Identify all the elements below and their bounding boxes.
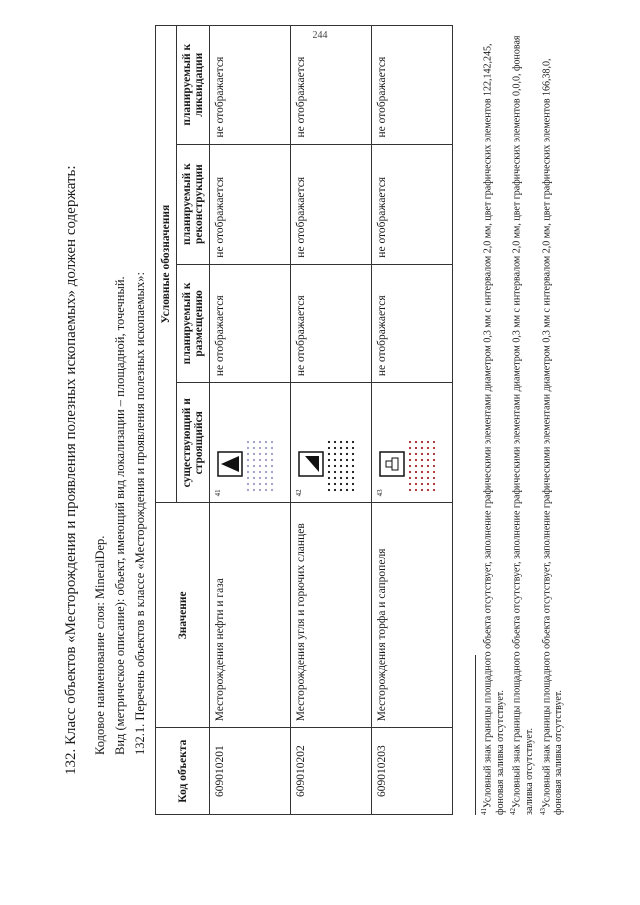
fill-dot bbox=[427, 465, 429, 467]
fill-dot bbox=[259, 459, 261, 461]
fill-dot bbox=[340, 465, 342, 467]
fill-dot bbox=[334, 483, 336, 485]
fill-dot bbox=[271, 447, 273, 449]
fill-dot bbox=[421, 459, 423, 461]
fill-dot bbox=[340, 477, 342, 479]
row-reconstruction: не отображается bbox=[372, 144, 453, 264]
fill-dot bbox=[421, 453, 423, 455]
fill-dot bbox=[271, 465, 273, 467]
fill-dot bbox=[271, 453, 273, 455]
fill-dot bbox=[409, 447, 411, 449]
footnote: $^{42}$Условный знак границы площадного объекта отсутствует, заполнение графическими элементами диаметром 0,3 мм с интервалом 2,0 мм, цвет графических элементов 0,0,0, фоновая заливка отсутствует. bbox=[509, 35, 536, 815]
fill-dot bbox=[433, 489, 435, 491]
fill-dot bbox=[253, 471, 255, 473]
fill-dot bbox=[259, 447, 261, 449]
section-heading: 132. Класс объектов «Месторождения и проявления полезных ископаемых» должен содержать: bbox=[63, 165, 79, 775]
fill-dot bbox=[271, 459, 273, 461]
fill-dot bbox=[427, 447, 429, 449]
fill-dot bbox=[427, 483, 429, 485]
existing-symbol-cell bbox=[372, 383, 453, 503]
fill-dot bbox=[253, 453, 255, 455]
fill-dot bbox=[415, 447, 417, 449]
fill-dot bbox=[247, 465, 249, 467]
row-value: Месторождения угля и горючих сланцев bbox=[291, 503, 372, 728]
fill-dot bbox=[259, 489, 261, 491]
fill-dot bbox=[265, 459, 267, 461]
fill-dot bbox=[340, 447, 342, 449]
fill-dot bbox=[271, 477, 273, 479]
fill-dot bbox=[421, 483, 423, 485]
fill-dot bbox=[427, 471, 429, 473]
fill-dot bbox=[340, 489, 342, 491]
fill-dot bbox=[328, 447, 330, 449]
fill-dot bbox=[415, 489, 417, 491]
header-symbols-group: Условные обозначения bbox=[156, 26, 177, 503]
fill-dot bbox=[352, 483, 354, 485]
fill-dot bbox=[253, 489, 255, 491]
fill-dot bbox=[352, 453, 354, 455]
fill-dot bbox=[334, 453, 336, 455]
row-reconstruction: не отображается bbox=[210, 144, 291, 264]
fill-dot bbox=[265, 441, 267, 443]
fill-dot bbox=[253, 465, 255, 467]
fill-dot bbox=[409, 471, 411, 473]
fill-dot bbox=[421, 489, 423, 491]
geometry-type-line: Вид (метрическое описание): объект, имеющий вид локализации – площадной, точечный. bbox=[113, 276, 127, 755]
footnote-divider bbox=[475, 655, 476, 815]
fill-dot bbox=[265, 471, 267, 473]
fill-dot bbox=[346, 453, 348, 455]
fill-dot bbox=[421, 471, 423, 473]
fill-dot bbox=[409, 465, 411, 467]
header-value: Значение bbox=[156, 503, 210, 728]
fill-dot bbox=[265, 477, 267, 479]
fill-dot bbox=[433, 447, 435, 449]
code-layer-line: Кодовое наименование слоя: MineralDep. bbox=[93, 535, 107, 755]
fill-dot bbox=[259, 453, 261, 455]
fill-dot bbox=[415, 483, 417, 485]
row-reconstruction: не отображается bbox=[291, 144, 372, 264]
header-code: Код объекта bbox=[156, 728, 210, 815]
row-placement: не отображается bbox=[291, 264, 372, 382]
fill-dot bbox=[265, 483, 267, 485]
fill-dot bbox=[340, 453, 342, 455]
rotated-sheet bbox=[55, 15, 575, 835]
footnote-ref: 41 bbox=[214, 489, 222, 497]
footnote: $^{43}$Условный знак границы площадного объекта отсутствует, заполнение графическими элементами диаметром 0,3 мм с интервалом 2,0 мм, цвет графических элементов 166,38,0, фоновая заливка отсутствует. bbox=[538, 58, 565, 815]
table-row bbox=[210, 26, 291, 815]
row-placement: не отображается bbox=[372, 264, 453, 382]
fill-dot bbox=[433, 459, 435, 461]
fill-dot bbox=[433, 477, 435, 479]
fill-dot bbox=[415, 471, 417, 473]
fill-dot bbox=[265, 489, 267, 491]
fill-dot bbox=[346, 447, 348, 449]
fill-dot bbox=[247, 453, 249, 455]
fill-dot bbox=[421, 441, 423, 443]
fill-dot bbox=[328, 441, 330, 443]
fill-dot bbox=[352, 441, 354, 443]
fill-dot bbox=[328, 465, 330, 467]
fill-dot bbox=[415, 477, 417, 479]
fill-dot bbox=[253, 459, 255, 461]
fill-dot bbox=[340, 459, 342, 461]
fill-dot bbox=[334, 465, 336, 467]
fill-dot bbox=[328, 471, 330, 473]
row-liquidation: не отображается bbox=[210, 26, 291, 145]
header-planned-liquidation: планируемый к ликвидации bbox=[177, 26, 210, 145]
fill-dot bbox=[415, 441, 417, 443]
fill-dot bbox=[421, 477, 423, 479]
footnotes bbox=[475, 25, 568, 815]
row-value: Месторождения торфа и сапропеля bbox=[372, 503, 453, 728]
fill-dot bbox=[247, 459, 249, 461]
fill-dot bbox=[415, 465, 417, 467]
fill-dot bbox=[352, 477, 354, 479]
existing-symbol-cell bbox=[210, 383, 291, 503]
fill-dot bbox=[253, 441, 255, 443]
fill-dot bbox=[247, 471, 249, 473]
row-placement: не отображается bbox=[210, 264, 291, 382]
fill-dot bbox=[265, 447, 267, 449]
fill-dot bbox=[253, 447, 255, 449]
fill-dot bbox=[433, 483, 435, 485]
fill-dot bbox=[427, 477, 429, 479]
fill-dot bbox=[340, 483, 342, 485]
fill-dot bbox=[352, 471, 354, 473]
row-code: 609010202 bbox=[291, 728, 372, 815]
table-row bbox=[291, 26, 372, 815]
fill-dot bbox=[271, 441, 273, 443]
fill-dot bbox=[340, 441, 342, 443]
fill-dot bbox=[259, 441, 261, 443]
header-planned-placement: планируемый к размещению bbox=[177, 264, 210, 382]
fill-dot bbox=[346, 489, 348, 491]
fill-dot bbox=[421, 447, 423, 449]
header-existing: существующий и строящийся bbox=[177, 383, 210, 503]
fill-dot bbox=[265, 465, 267, 467]
fill-dot bbox=[415, 453, 417, 455]
fill-dot bbox=[328, 459, 330, 461]
fill-dot bbox=[409, 453, 411, 455]
fill-dot bbox=[334, 441, 336, 443]
footnote: $^{41}$Условный знак границы площадного объекта отсутствует, заполнение графическими элементами диаметром 0,3 мм с интервалом 2,0 мм, цвет графических элементов 122,142,245, фоновая заливка отсутствует. bbox=[480, 43, 506, 815]
fill-dot bbox=[247, 447, 249, 449]
fill-dot bbox=[427, 459, 429, 461]
fill-dot bbox=[328, 489, 330, 491]
fill-dot bbox=[433, 441, 435, 443]
fill-dot bbox=[271, 489, 273, 491]
fill-dot bbox=[346, 465, 348, 467]
fill-dot bbox=[433, 471, 435, 473]
fill-dot bbox=[253, 477, 255, 479]
footnote-ref: 42 bbox=[295, 489, 303, 497]
fill-dot bbox=[427, 441, 429, 443]
fill-dot bbox=[247, 477, 249, 479]
footnote-ref: 43 bbox=[376, 489, 384, 497]
fill-dot bbox=[328, 453, 330, 455]
fill-dot bbox=[265, 453, 267, 455]
fill-dot bbox=[409, 489, 411, 491]
row-value: Месторождения нефти и газа bbox=[210, 503, 291, 728]
fill-dot bbox=[259, 471, 261, 473]
row-liquidation: не отображается bbox=[372, 26, 453, 145]
fill-dot bbox=[409, 459, 411, 461]
row-code: 609010203 bbox=[372, 728, 453, 815]
fill-dot bbox=[409, 441, 411, 443]
fill-dot bbox=[352, 489, 354, 491]
fill-dot bbox=[259, 477, 261, 479]
fill-dot bbox=[346, 477, 348, 479]
fill-dot bbox=[415, 459, 417, 461]
existing-symbol-cell bbox=[291, 383, 372, 503]
fill-dot bbox=[352, 447, 354, 449]
page-number: 244 bbox=[312, 30, 328, 41]
fill-dot bbox=[259, 465, 261, 467]
fill-dot bbox=[271, 483, 273, 485]
list-title-line: 132.1. Перечень объектов в классе «Месторождения и проявления полезных ископаемых»: bbox=[133, 272, 147, 755]
fill-dot bbox=[328, 483, 330, 485]
fill-dot bbox=[247, 483, 249, 485]
fill-dot bbox=[433, 453, 435, 455]
fill-dot bbox=[346, 483, 348, 485]
fill-dot bbox=[247, 489, 249, 491]
fill-dot bbox=[346, 441, 348, 443]
row-liquidation: не отображается bbox=[291, 26, 372, 145]
fill-dot bbox=[433, 465, 435, 467]
fill-dot bbox=[409, 477, 411, 479]
table-row bbox=[372, 26, 453, 815]
fill-dot bbox=[334, 447, 336, 449]
row-code: 609010201 bbox=[210, 728, 291, 815]
fill-dot bbox=[334, 477, 336, 479]
fill-dot bbox=[259, 483, 261, 485]
fill-dot bbox=[352, 465, 354, 467]
fill-dot bbox=[253, 483, 255, 485]
fill-dot bbox=[247, 441, 249, 443]
fill-dot bbox=[328, 477, 330, 479]
fill-dot bbox=[271, 471, 273, 473]
fill-dot bbox=[421, 465, 423, 467]
fill-dot bbox=[427, 489, 429, 491]
fill-dot bbox=[334, 459, 336, 461]
fill-dot bbox=[340, 471, 342, 473]
fill-dot bbox=[334, 489, 336, 491]
fill-dot bbox=[346, 459, 348, 461]
header-planned-reconstruction: планируемый к реконструкции bbox=[177, 144, 210, 264]
fill-dot bbox=[427, 453, 429, 455]
fill-dot bbox=[346, 471, 348, 473]
objects-table bbox=[155, 25, 453, 815]
fill-dot bbox=[409, 483, 411, 485]
fill-dot bbox=[352, 459, 354, 461]
fill-dot bbox=[334, 471, 336, 473]
